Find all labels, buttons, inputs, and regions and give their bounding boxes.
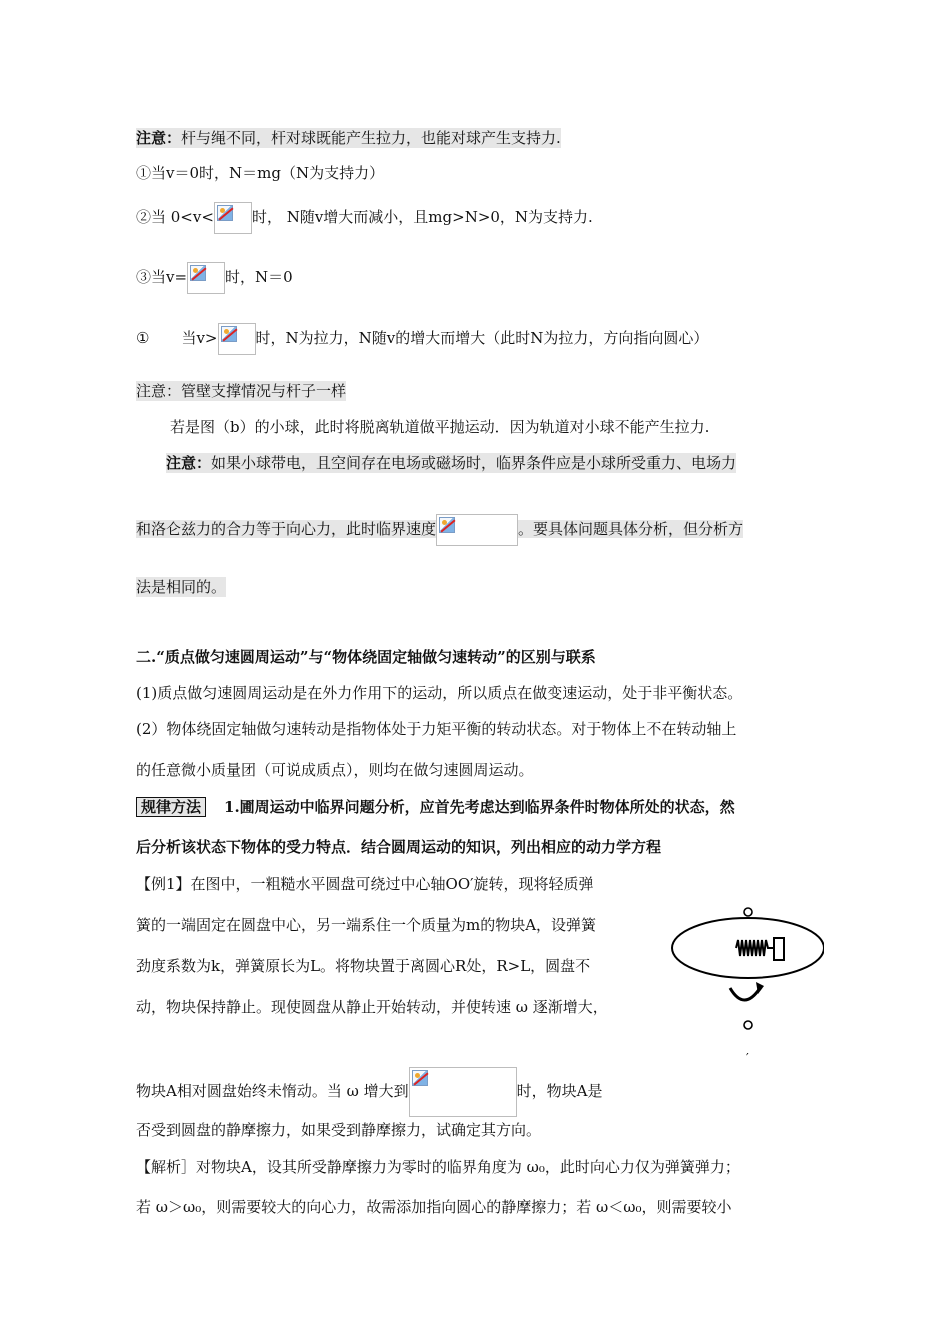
broken-image-icon (190, 265, 206, 281)
axis-bottom-marker (744, 1021, 752, 1029)
rotating-disk-figure (664, 900, 824, 1070)
case-1: ①当v＝0时，N＝mg（N为支持力） (136, 164, 385, 182)
example-line-2: 簧的一端固定在圆盘中心，另一端系住一个质量为m的物块A，设弹簧 (136, 916, 597, 934)
example-line-4: 动，物块保持静止。现使圆盘从静止开始转动，并使转速 ω 逐渐增大， (136, 998, 608, 1016)
block-a (774, 938, 784, 960)
method-line-1: 规律方法 1.圃周运动中临界问题分析，应首先考虑达到临界条件时物体所处的状态，然 (136, 797, 735, 817)
example-line-6: 否受到圆盘的静摩擦力，如果受到静摩擦力，试确定其方向。 (136, 1121, 542, 1139)
method-line-2: 后分析该状态下物体的受力特点．结合圆周运动的知识，列出相应的动力学方程 (136, 838, 662, 856)
solution-line-2: 若 ω＞ω₀，则需要较大的向心力，故需添加指向圆心的静摩擦力；若 ω＜ω₀，则需要较小 (136, 1198, 732, 1216)
broken-image-icon (412, 1070, 428, 1086)
broken-image-icon (439, 517, 455, 533)
example-line-5: 物块A相对圆盘始终未惰动。当 ω 增大到 时，物块A是 (136, 1067, 602, 1117)
axis-prime-label: ′ (746, 1051, 749, 1065)
example-line-3: 劲度系数为k，弹簧原长为L。将物块置于离圆心R处，R>L，圆盘不 (136, 957, 591, 975)
rotation-arrow-icon (730, 988, 760, 1000)
formula-image-placeholder (218, 323, 256, 355)
note-charged-ball-cont: 和洛仑兹力的合力等于向心力，此时临界速度 。要具体问题具体分析，但分析方 (136, 514, 743, 546)
section-2-title: 二.“质点做匀速圆周运动”与“物体绕固定轴做匀速转动”的区别与联系 (136, 648, 596, 666)
spring-icon (736, 940, 774, 956)
note-rod-vs-rope: 注意：杆与绳不同，杆对球既能产生拉力，也能对球产生支持力. (136, 129, 561, 147)
example-line-1: 【例1】在图中，一粗糙水平圆盘可绕过中心轴OO′旋转，现将轻质弹 (136, 875, 594, 893)
formula-image-placeholder (214, 202, 252, 234)
broken-image-icon (221, 326, 237, 342)
formula-image-placeholder (409, 1067, 517, 1117)
broken-image-icon (217, 205, 233, 221)
note-charged-ball-end: 法是相同的。 (136, 578, 227, 596)
note-tube-wall: 注意：管壁支撑情况与杆子一样 (136, 382, 347, 400)
section-2-p3: 的任意微小质量团（可说成质点），则均在做匀速圆周运动。 (136, 761, 534, 779)
formula-image-placeholder (436, 514, 518, 546)
case-2: ②当 0<v< 时， N随v增大而减小，且mg>N>0，N为支持力. (136, 202, 593, 234)
method-tag: 规律方法 (136, 797, 206, 817)
section-2-p2: (2）物体绕固定轴做匀速转动是指物体处于力矩平衡的转动状态。对于物体上不在转动轴上 (136, 720, 737, 738)
solution-line-1: 【解析］对物块A，设其所受静摩擦力为零时的临界角度为 ω₀，此时向心力仅为弹簧弹力； (136, 1158, 740, 1176)
section-2-p1: (1)质点做匀速圆周运动是在外力作用下的运动，所以质点在做变速运动，处于非平衡状态。 (136, 684, 743, 702)
paragraph-ball-b: 若是图（b）的小球，此时将脱离轨道做平抛运动．因为轨道对小球不能产生拉力. (170, 418, 710, 436)
axis-top-marker (744, 908, 752, 916)
case-4: ① 当v> 时，N为拉力，N随v的增大而增大（此时N为拉力，方向指向圆心） (136, 323, 708, 355)
note-charged-ball: 注意：如果小球带电，且空间存在电场或磁场时，临界条件应是小球所受重力、电场力 (166, 454, 737, 472)
case-3: ③当v= 时，N＝0 (136, 262, 293, 294)
formula-image-placeholder (187, 262, 225, 294)
